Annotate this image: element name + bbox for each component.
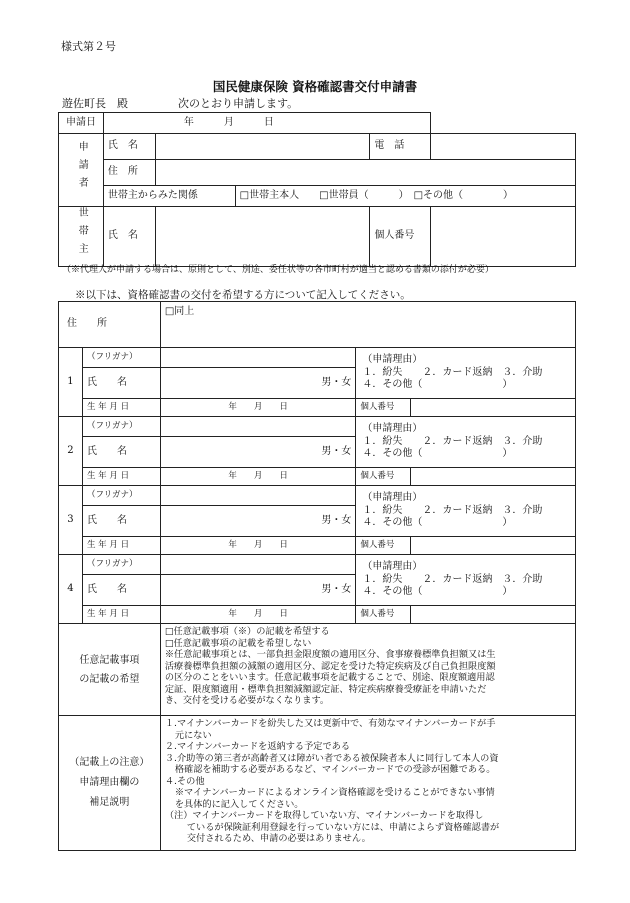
form-number: 様式第２号 xyxy=(61,40,116,53)
birth-label: 生 年 月 日 xyxy=(82,606,160,624)
personal-number-label: 個人番号 xyxy=(370,207,431,267)
head-name-field[interactable] xyxy=(155,207,370,267)
applicant-label: 申請者 xyxy=(59,134,104,207)
reason-cell[interactable]: （申請理由） １．紛失 ２．カード返納 ３．介助 ４．その他（ ） xyxy=(356,486,576,537)
relation-label: 世帯主からみた関係 xyxy=(103,186,235,207)
birth-label: 生 年 月 日 xyxy=(82,399,160,417)
head-label: 世帯主 xyxy=(59,207,104,267)
birth-field[interactable]: 年 月 日 xyxy=(160,399,355,417)
phone-label: 電 話 xyxy=(370,134,431,160)
optional-checkbox-no[interactable]: □任意記載事項の記載を希望しない xyxy=(164,637,312,649)
date-field[interactable]: 年 月 日 xyxy=(103,113,430,134)
proxy-note: （※代理人が申請する場合は、原則として、別途、委任状等の各市町村が適当と認める書類の添付が必要） xyxy=(62,265,494,275)
sex-field[interactable]: 男・女 xyxy=(160,506,355,537)
head-name-label: 氏 名 xyxy=(103,207,155,267)
person-number: 2 xyxy=(59,417,83,486)
person-number: 4 xyxy=(59,555,83,624)
birth-field[interactable]: 年 月 日 xyxy=(160,468,355,486)
notes-content: １.マイナンバーカードを紛失した又は更新中で、有効なマイナンバーカードが手 元にない ２.マイナンバーカードを返納する予定である ３.介助等の第三者が高齢者又は障がい者である被保険者本人に同行して本人の資 格確認を補助する必要があるなど、マインバーカードでの受診が困難である。 ４.その他 ※マイナンバーカードによるオンライン資格確認を受けることができない事情 を具体的に記入してください。 （注）マイナンバーカードを取得していない方、マイナンバーカードを取得し ているが保険証利用登録を行っていない方には、申請によらず資格確認書が 交付されるため、申請の必要はありません。 xyxy=(160,716,575,851)
name-field[interactable] xyxy=(155,134,370,160)
name-label: 氏 名 xyxy=(82,437,160,468)
name-label: 氏 名 xyxy=(82,575,160,606)
address-field[interactable] xyxy=(155,160,575,186)
instruction: ※以下は、資格確認書の交付を希望する方について記入してください。 xyxy=(75,289,411,301)
notes-label: （記載上の注意） 申請理由欄の 補足説明 xyxy=(59,716,161,851)
personal-number-field[interactable] xyxy=(411,606,576,624)
address-label: 住 所 xyxy=(59,302,161,348)
personal-number-field[interactable] xyxy=(431,207,576,267)
furigana-label: （フリガナ） xyxy=(82,348,160,368)
name-label: 氏 名 xyxy=(82,368,160,399)
birth-label: 生 年 月 日 xyxy=(82,468,160,486)
furigana-field[interactable] xyxy=(160,486,355,506)
furigana-field[interactable] xyxy=(160,555,355,575)
persons-table xyxy=(58,301,576,851)
sex-field[interactable]: 男・女 xyxy=(160,437,355,468)
birth-label: 生 年 月 日 xyxy=(82,537,160,555)
personal-number-label: 個人番号 xyxy=(356,468,411,486)
same-checkbox[interactable]: □同上 xyxy=(164,306,195,317)
request-text: 次のとおり申請します。 xyxy=(178,97,299,110)
page-title: 国民健康保険 資格確認書交付申請書 xyxy=(212,79,418,94)
addressee: 遊佐町長 殿 xyxy=(62,97,128,110)
optional-label: 任意記載事項 の記載の希望 xyxy=(59,624,161,716)
name-label: 氏 名 xyxy=(103,134,155,160)
date-label: 申請日 xyxy=(59,113,104,134)
furigana-label: （フリガナ） xyxy=(82,417,160,437)
personal-number-label: 個人番号 xyxy=(356,606,411,624)
person-number: 1 xyxy=(59,348,83,417)
phone-field[interactable] xyxy=(431,134,576,160)
furigana-field[interactable] xyxy=(160,417,355,437)
furigana-label: （フリガナ） xyxy=(82,555,160,575)
relation-options[interactable]: □世帯主本人 □世帯員（ ） □その他（ ） xyxy=(235,186,575,207)
person-number: 3 xyxy=(59,486,83,555)
address-label: 住 所 xyxy=(103,160,155,186)
name-label: 氏 名 xyxy=(82,506,160,537)
personal-number-field[interactable] xyxy=(411,468,576,486)
reason-cell[interactable]: （申請理由） １．紛失 ２．カード返納 ３．介助 ４．その他（ ） xyxy=(356,417,576,468)
sex-field[interactable]: 男・女 xyxy=(160,368,355,399)
sex-field[interactable]: 男・女 xyxy=(160,575,355,606)
furigana-label: （フリガナ） xyxy=(82,486,160,506)
personal-number-label: 個人番号 xyxy=(356,399,411,417)
furigana-field[interactable] xyxy=(160,348,355,368)
address-field[interactable] xyxy=(160,302,575,348)
reason-cell[interactable]: （申請理由） １．紛失 ２．カード返納 ３．介助 ４．その他（ ） xyxy=(356,348,576,399)
birth-field[interactable]: 年 月 日 xyxy=(160,606,355,624)
optional-content[interactable]: □任意記載事項（※）の記載を希望する □任意記載事項の記載を希望しない ※任意記載事項とは、一部負担金限度額の適用区分、食事療養標準負担額又は生 活療養標準負担額の減額の適用区分、認定を受けた特定疾病及び自己負担限度額 の区分のことをいいます。任意記載事項を記載することで、別途、限度額適用認 定証、限度額適用・標準負担額減額認定証、特定疾病療養受療証を申請いただ き、交付を受ける必要がなくなります。 xyxy=(160,624,575,716)
personal-number-field[interactable] xyxy=(411,537,576,555)
applicant-table xyxy=(58,112,576,267)
birth-field[interactable]: 年 月 日 xyxy=(160,537,355,555)
personal-number-label: 個人番号 xyxy=(356,537,411,555)
reason-cell[interactable]: （申請理由） １．紛失 ２．カード返納 ３．介助 ４．その他（ ） xyxy=(356,555,576,606)
optional-checkbox-yes[interactable]: □任意記載事項（※）の記載を希望する xyxy=(164,626,330,637)
personal-number-field[interactable] xyxy=(411,399,576,417)
